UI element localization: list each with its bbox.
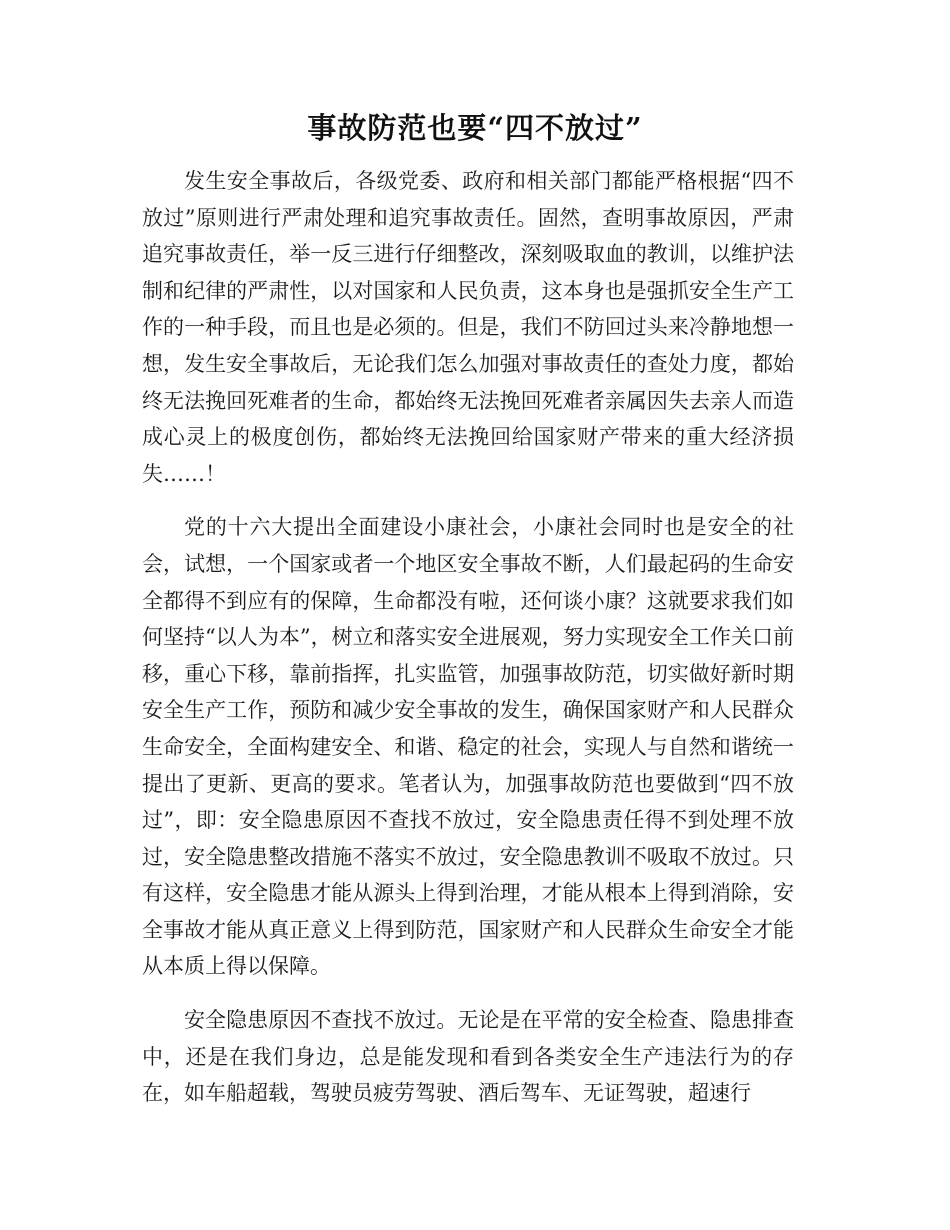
paragraph-1: 发生安全事故后，各级党委、政府和相关部门都能严格根据“四不放过”原则进行严肃处理和追究事故责任。固然，查明事故原因，严肃追究事故责任，举一反三进行仔细整改，深刻吸取血的教训，以维护法制和纪律的严肃性，以对国家和人民负责，这本身也是强抓安全生产工作的一种手段，而且也是必须的。但是，我们不防回过头来冷静地想一想，发生安全事故后，无论我们怎么加强对事故责任的查处力度，都始终无法挽回死难者的生命，都始终无法挽回死难者亲属因失去亲人而造成心灵上的极度创伤，都始终无法挽回给国家财产带来的重大经济损失……！ (142, 169, 794, 486)
paragraph-2: 党的十六大提出全面建设小康社会，小康社会同时也是安全的社会，试想，一个国家或者一个地区安全事故不断，人们最起码的生命安全都得不到应有的保障，生命都没有啦，还何谈小康？这就要求我们如何坚持“以人为本”，树立和落实安全进展观，努力实现安全工作关口前移，重心下移，靠前指挥，扎实监管，加强事故防范，切实做好新时期安全生产工作，预防和减少安全事故的发生，确保国家财产和人民群众生命安全，全面构建安全、和谐、稳定的社会，实现人与自然和谐统一提出了更新、更高的要求。笔者认为，加强事故防范也要做到“四不放过”，即：安全隐患原因不查找不放过，安全隐患责任得不到处理不放过，安全隐患整改措施不落实不放过，安全隐患教训不吸取不放过。只有这样，安全隐患才能从源头上得到治理，才能从根本上得到消除，安全事故才能从真正意义上得到防范，国家财产和人民群众生命安全才能从本质上得以保障。 (142, 515, 794, 979)
document-title: 事故防范也要“四不放过” (307, 111, 643, 145)
document-body (142, 163, 794, 1129)
paragraph-3: 安全隐患原因不查找不放过。无论是在平常的安全检查、隐患排查中，还是在我们身边，总是能发现和看到各类安全生产违法行为的存在，如车船超载，驾驶员疲劳驾驶、酒后驾车、无证驾驶，超速行 (142, 1008, 794, 1106)
